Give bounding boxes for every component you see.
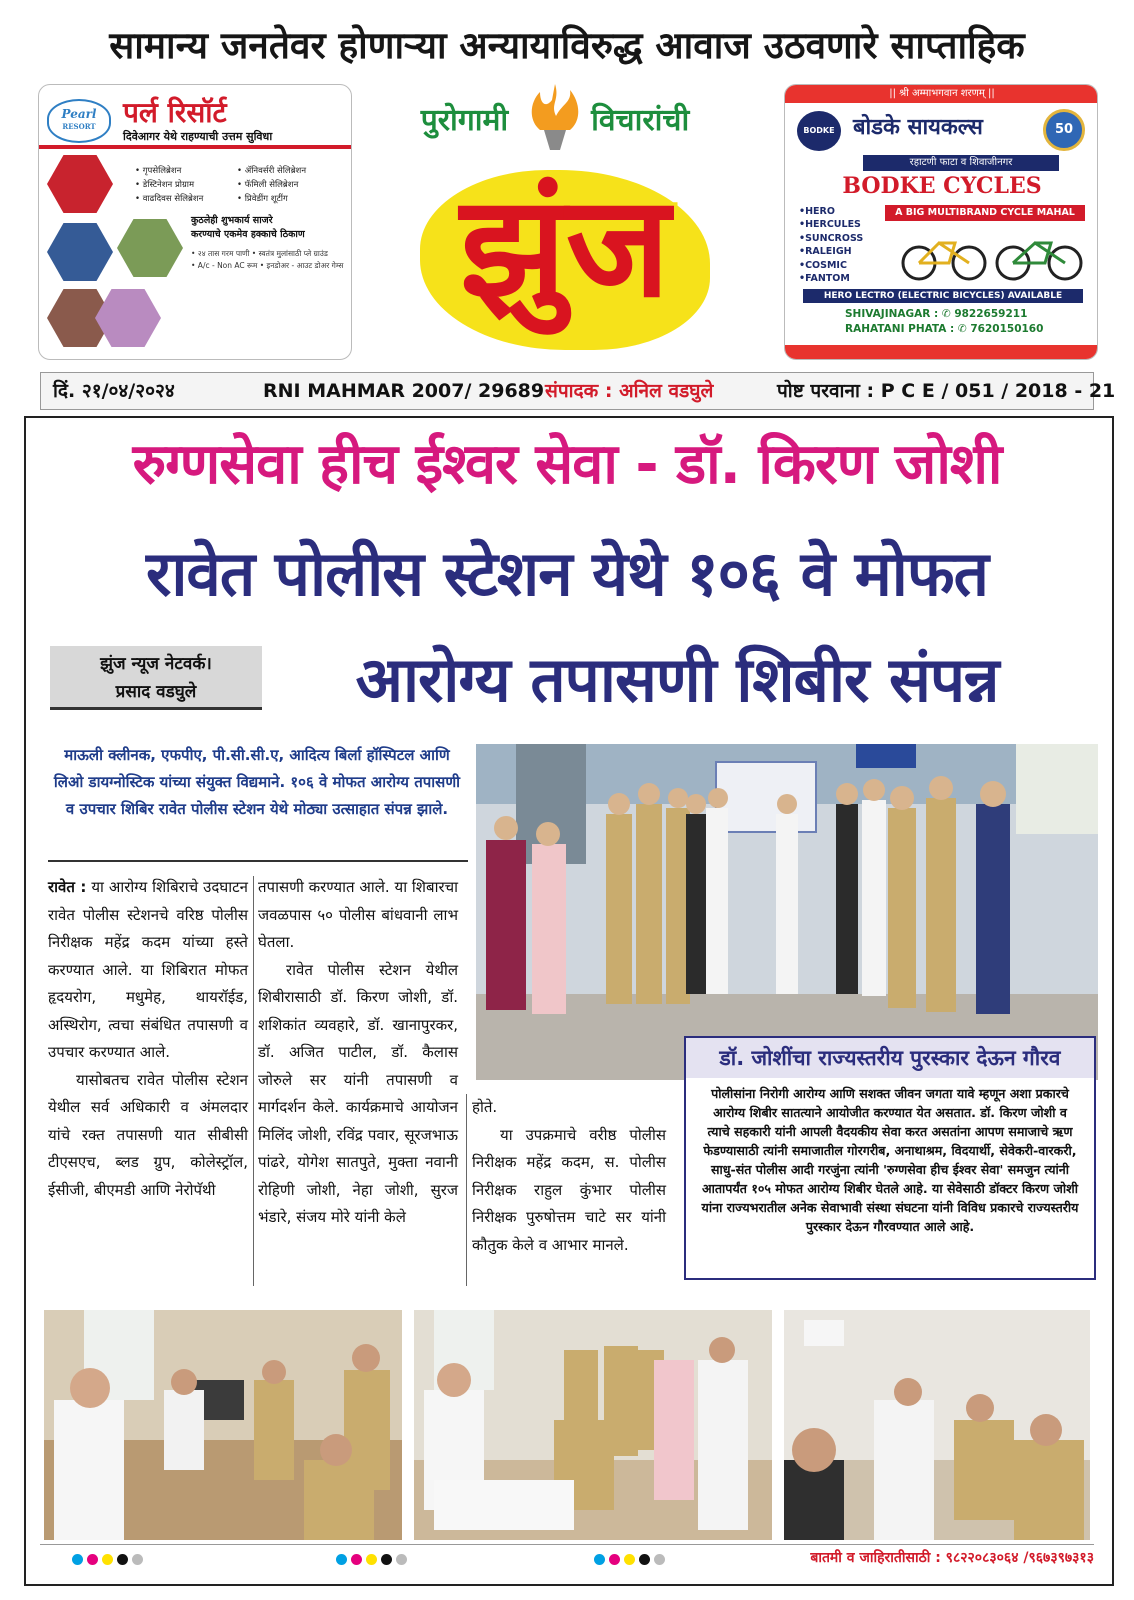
article-column-2 [258, 874, 458, 1232]
pearl-logo-text: Pearl [61, 107, 97, 121]
award-body: पोलीसांना निरोगी आरोग्य आणि सशक्त जीवन जगता यावे म्हणून अशा प्रकारचे आरोग्य शिबीर सातत्याने आयोजीत करण्यात येत असतात. डॉ. किरण जोशी व त्याचे सहकारी यांनी आपली वैदयकीय सेवा करत असतांना आपण समाजाचे ऋण फेडण्यासाठी त्यांनी समाजातील गोरगरीब, अनाथाश्रम, विदयार्थी, सेवेकरी-वारकरी, साधु-संत पोलीस आदी गरजुंना त्यांनी 'रुग्णसेवा हीच ईश्वर सेवा' समजुन त्यांनी आतापर्यंत १०५ मोफत आरोग्य शिबीर घेतले आहे. या सेवेसाठी डॉक्टर किरण जोशी यांना राज्यभरातील अनेक सेवाभावी संस्था संघटना यांनी विविध प्रकारचे राज्यस्तरीय पुरस्कार देऊन गौरवण्यात आले आहे. [701, 1086, 1079, 1234]
bodke-logo: BODKE [797, 111, 841, 151]
registration-dot [594, 1554, 605, 1565]
column-3-paragraph-2: या उपक्रमाचे वरीष्ठ पोलीस निरीक्षक महेंद्र कदम, स. पोलीस निरीक्षक राहुल कुंभार पोलीस निरीक्षक पुरुषोत्तम चाटे सर यांनी कौतुक केले व आभार मानले. [472, 1125, 666, 1254]
newspaper-tagline: सामान्य जनतेवर होणाऱ्या अन्यायाविरुद्ध आवाज उठवणारे साप्ताहिक [109, 24, 1025, 67]
registration-dot [609, 1554, 620, 1565]
camp-photo-doctor-consult [44, 1310, 402, 1540]
bodke-contact-shivajinagar: SHIVAJINAGAR : ✆ 9822659211 [845, 308, 1028, 320]
resort-service: • वाढदिवस सेलिब्रेशन [135, 194, 204, 204]
pearl-logo-subtext: RESORT [62, 122, 96, 131]
pearl-resort-advert [38, 84, 352, 360]
article-column-3 [472, 1094, 666, 1259]
dateline-place: रावेत : [48, 878, 87, 896]
brand-item: •HERCULES [799, 219, 861, 231]
brand-item: •HERO [799, 206, 835, 217]
resort-features: • A/c - Non AC रूम • इनडोअर - आउट डोअर गेम्स [191, 261, 344, 270]
brand-item: •SUNCROSS [799, 232, 864, 244]
issue-date: दिं. २१/०४/२०२४ [53, 380, 175, 402]
camp-photo-checkup [784, 1310, 1090, 1540]
rni-number: RNI MAHMAR 2007/ 29689 [263, 380, 545, 402]
bodke-contact [845, 307, 1043, 337]
registration-dot [396, 1554, 407, 1565]
bicycle-icon [889, 223, 1089, 283]
resort-service: • डेस्टिनेशन प्रोग्राम [135, 180, 195, 190]
column-1-paragraph-2: यासोबतच रावेत पोलीस स्टेशन येथील सर्व अधिकारी व अंमलदार यांचे रक्त तपासणी यात सीबीसी टीएसएच, ब्लड ग्रुप, कोलेस्ट्रॉल, ईसीजी, बीएमडी आणि नेरोपॅथी [48, 1070, 248, 1199]
masthead-title: झुंज [460, 166, 670, 329]
brand-word-left: पुरोगामी [420, 103, 509, 138]
resort-service: • गृपसेलिब्रेशन [135, 166, 182, 176]
registration-dot [87, 1554, 98, 1565]
footer-divider [40, 1544, 1094, 1545]
camp-photo-medicine-table [414, 1310, 772, 1540]
resort-service: • फॅमिली सेलिब्रेशन [237, 180, 299, 190]
footer-contact: बातमी व जाहिरातीसाठी : ९८२२०८३०६४ /९६७३९७३१३ [810, 1550, 1094, 1566]
editor-name: संपादक : अनिल वडघुले [545, 380, 714, 402]
byline-network: झुंज न्यूज नेटवर्क। [100, 654, 212, 674]
column-divider [253, 876, 254, 1286]
registration-dot [639, 1554, 650, 1565]
column-1-text: या आरोग्य शिबिराचे उदघाटन रावेत पोलीस स्टेशनचे वरिष्ठ पोलीस निरीक्षक महेंद्र कदम यांच्या हस्ते करण्यात आले. या शिबिरात मोफत हृदयरोग, मधुमेह, थायरॉईड, अस्थिरोग, त्वचा संबंधित तपासणी व उपचार करण्यात आले. [48, 878, 248, 1061]
resort-service: • ॲनिवर्सरी सेलिब्रेशन [237, 166, 307, 176]
intro-divider [48, 860, 468, 862]
registration-dot [624, 1554, 635, 1565]
resort-photo-hex [95, 289, 161, 347]
pearl-resort-subtitle: दिवेआगर येथे राहण्याची उत्तम सुविधा [123, 130, 273, 143]
bodke-location-line: रहाटणी फाटा व शिवाजीनगर [863, 155, 1059, 171]
registration-marks [72, 1554, 152, 1566]
column-2-text: तपासणी करण्यात आले. या शिबारचा जवळपास ५० पोलीस बांधवानी लाभ घेतला. [258, 878, 458, 951]
column-divider [466, 1094, 467, 1286]
registration-dot [102, 1554, 113, 1565]
brand-item: •FANTOM [799, 273, 850, 285]
headline-secondary: रावेत पोलीस स्टेशन येथे १०६ वे मोफत [145, 537, 988, 610]
registration-marks [594, 1554, 674, 1566]
registration-dot [72, 1554, 83, 1565]
registration-dot [351, 1554, 362, 1565]
brand-word-right: विचारांची [591, 103, 690, 138]
resort-features: • २४ तास गरम पाणी • स्वतंत्र मुलांसाठी प्ले ग्राउंड [191, 249, 328, 258]
torch-flame-icon [520, 80, 590, 152]
headline-tertiary: आरोग्य तपासणी शिबीर संपन्न [355, 643, 999, 716]
article-column-1 [48, 874, 248, 1204]
registration-dot [381, 1554, 392, 1565]
group-photo [476, 744, 1098, 1080]
bodke-title-english: BODKE CYCLES [842, 173, 1042, 199]
resort-service: • प्रिवेडींग शूटींग [237, 194, 288, 204]
award-title: डॉ. जोशींचा राज्यस्तरीय पुरस्कार देऊन गौरव [686, 1038, 1094, 1078]
registration-marks [336, 1554, 416, 1566]
pearl-divider [39, 145, 352, 149]
masthead [410, 150, 720, 360]
bodke-50-years-badge: 50 [1043, 109, 1085, 151]
pearl-resort-title: पर्ल रिसॉर्ट [123, 96, 227, 129]
brand-item: •RALEIGH [799, 246, 852, 258]
registration-dot [117, 1554, 128, 1565]
registration-dot [366, 1554, 377, 1565]
resort-offer-line: कुठलेही शुभकार्य साजरे [191, 215, 273, 226]
pearl-resort-logo [47, 99, 111, 143]
bodke-lectro-line: HERO LECTRO (ELECTRIC BICYCLES) AVAILABLE [803, 289, 1083, 303]
dateline-bar [40, 372, 1116, 410]
bodke-bottom-band [785, 345, 1098, 360]
column-3-text: होते. [472, 1098, 498, 1116]
registration-dot [654, 1554, 665, 1565]
resort-photo-hex [117, 219, 183, 277]
bodke-cycles-advert [784, 84, 1098, 360]
registration-dot [336, 1554, 347, 1565]
registration-dot [132, 1554, 143, 1565]
brand-item: •COSMIC [799, 259, 847, 271]
headline-primary: रुग्णसेवा हीच ईश्वर सेवा - डॉ. किरण जोशी [132, 432, 1002, 497]
postal-license: पोष्ट परवाना : P C E / 051 / 2018 - 21 [777, 380, 1116, 402]
bodke-tagline: A BIG MULTIBRAND CYCLE MAHAL [885, 205, 1085, 221]
bodke-title-marathi: बोडके सायकल्स [853, 115, 983, 140]
bodke-top-line: || श्री अम्माभगवान शरणम् || [785, 85, 1098, 103]
article-intro: माऊली क्लीनक, एफपीए, पी.सी.सी.ए, आदित्य बिर्ला हॉस्पिटल आणि लिओ डायग्नोस्टिक यांच्या संयुक्त विद्यमाने. १०६ वे मोफत आरोग्य तपासणी व उपचार शिबिर रावेत पोलीस स्टेशन येथे मोठ्या उत्साहात संपन्न झाले. [53, 746, 461, 818]
resort-offer-line: करण्याचे एकमेव हक्काचे ठिकाण [191, 229, 305, 240]
resort-photo-hex [47, 223, 113, 281]
byline-author: प्रसाद वडघुले [115, 682, 197, 702]
column-2-paragraph-2: रावेत पोलीस स्टेशन येथील शिबीरासाठी डॉ. किरण जोशी, डॉ. शशिकांत व्यवहारे, डॉ. खानापुरकर, डॉ. अजित पाटील, डॉ. कैलास जोरुले सर यांनी तपासणी व मार्गदर्शन केले. कार्यक्रमाचे आयोजन मिलिंद जोशी, रविंद्र पवार, सूरजभाऊ पांढरे, योगेश सातपुते, मुक्ता नवानी रोहिणी जोशी, नेहा जोशी, सुरज भंडारे, संजय मोरे यांनी केले [258, 960, 458, 1226]
bodke-contact-rahatani: RAHATANI PHATA : ✆ 7620150160 [845, 323, 1044, 335]
byline-box [50, 646, 262, 710]
resort-photo-hex [47, 155, 113, 213]
award-sidebar [684, 1036, 1096, 1280]
bodke-brand-list [799, 205, 863, 285]
